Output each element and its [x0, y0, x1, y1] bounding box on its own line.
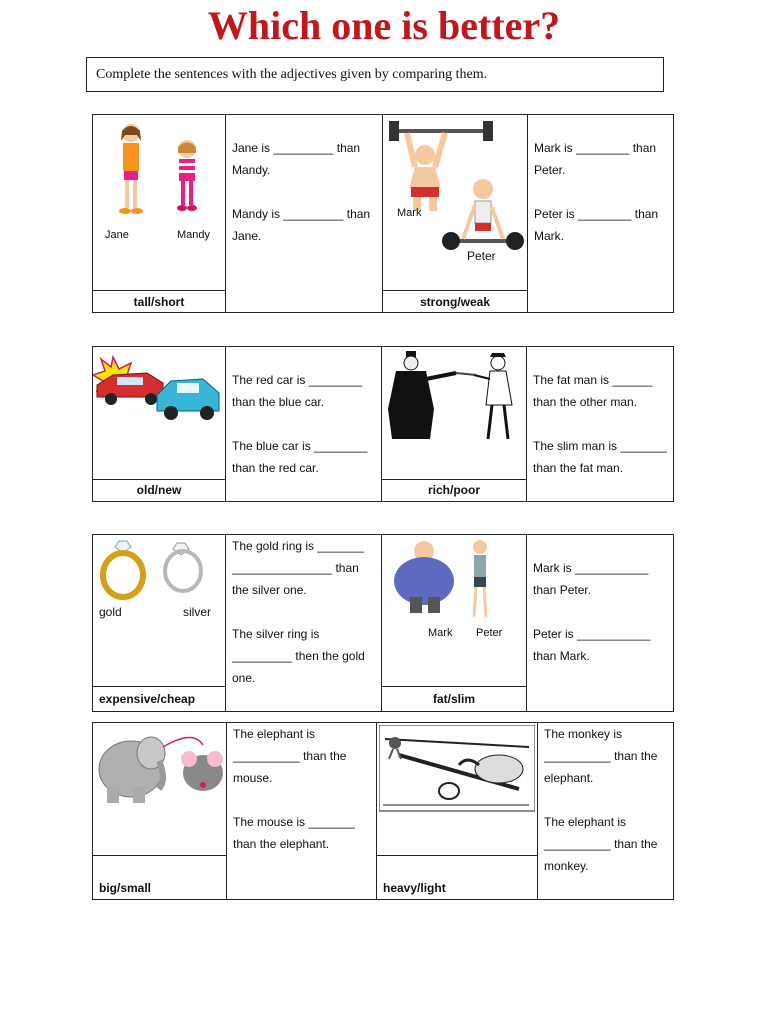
sentence: The blue car is ________ than the red car.	[232, 439, 368, 475]
caption-mark: Mark	[428, 627, 453, 639]
instruction-box: Complete the sentences with the adjectives given by comparing them.	[86, 57, 664, 92]
adjective-label: old/new	[93, 479, 226, 501]
adjective-label: strong/weak	[383, 291, 528, 313]
mandy-girl-illustration	[169, 137, 205, 217]
fat-slim-men-illustration	[386, 537, 526, 621]
sentence-cell	[528, 115, 674, 313]
sentence: The elephant is __________ than the mouse.	[233, 727, 347, 785]
sentence-cell	[226, 115, 383, 313]
image-cell-old-new	[93, 347, 226, 480]
sentence: Mark is ___________ than Peter.	[533, 561, 649, 597]
sentence: The slim man is _______ than the fat man.	[533, 439, 668, 475]
rich-poor-men-illustration	[386, 349, 526, 441]
sentence-cell	[527, 535, 674, 712]
sentence: The gold ring is _______ _______________ than the silver one.	[232, 539, 365, 597]
adjective-label: rich/poor	[382, 479, 527, 501]
sentence: The mouse is _______ than the elephant.	[233, 815, 356, 851]
caption-gold: gold	[99, 605, 122, 619]
adjective-label: heavy/light	[377, 856, 538, 900]
caption-silver: silver	[183, 605, 212, 619]
image-cell-fat-slim	[382, 535, 527, 687]
image-cell-strong-weak	[383, 115, 528, 291]
adjective-label: expensive/cheap	[93, 686, 226, 711]
image-cell-expensive-cheap	[93, 535, 226, 687]
sentence-cell	[226, 535, 382, 712]
adjective-label: big/small	[93, 856, 227, 900]
exercise-row-1	[92, 114, 674, 313]
page-title: Which one is better?	[207, 3, 561, 48]
sentence: The monkey is __________ than the elephant.	[544, 727, 658, 785]
image-cell-heavy-light	[377, 723, 538, 856]
exercise-row-4	[92, 722, 674, 900]
sentence-cell	[226, 347, 382, 502]
jane-girl-illustration	[111, 121, 151, 221]
image-cell-big-small	[93, 723, 227, 856]
sentence-cell	[227, 723, 377, 900]
sentence: The silver ring is _________ then the gold one.	[232, 627, 365, 685]
sentence-cell	[527, 347, 674, 502]
cars-crash-illustration	[93, 351, 225, 431]
adjective-label: tall/short	[93, 291, 226, 313]
image-cell-rich-poor	[382, 347, 527, 480]
caption-mark: Mark	[397, 207, 422, 219]
sentence-cell	[538, 723, 674, 900]
adjective-label: fat/slim	[382, 686, 527, 711]
sentence: Peter is ___________ than Mark.	[533, 627, 651, 663]
exercise-row-3	[92, 534, 674, 712]
elephant-mouse-illustration	[93, 729, 227, 809]
image-cell-tall-short	[93, 115, 226, 291]
seesaw-monkey-elephant-illustration	[379, 725, 535, 815]
sentence: The fat man is ______ than the other man.	[533, 373, 653, 409]
sentence: Jane is _________ than Mandy.	[232, 141, 361, 177]
rings-illustration	[97, 539, 227, 603]
caption-jane: Jane	[105, 229, 129, 241]
sentence: The red car is ________ than the blue car.	[232, 373, 363, 409]
caption-mandy: Mandy	[177, 229, 211, 241]
sentence: Peter is ________ than Mark.	[534, 207, 659, 243]
sentence: The elephant is __________ than the monkey.	[544, 815, 658, 873]
caption-peter: Peter	[476, 627, 503, 639]
sentence: Mark is ________ than Peter.	[534, 141, 657, 177]
caption-peter: Peter	[467, 249, 496, 263]
weightlifters-illustration	[385, 119, 527, 259]
exercise-row-2	[92, 346, 674, 502]
sentence: Mandy is _________ than Jane.	[232, 207, 371, 243]
